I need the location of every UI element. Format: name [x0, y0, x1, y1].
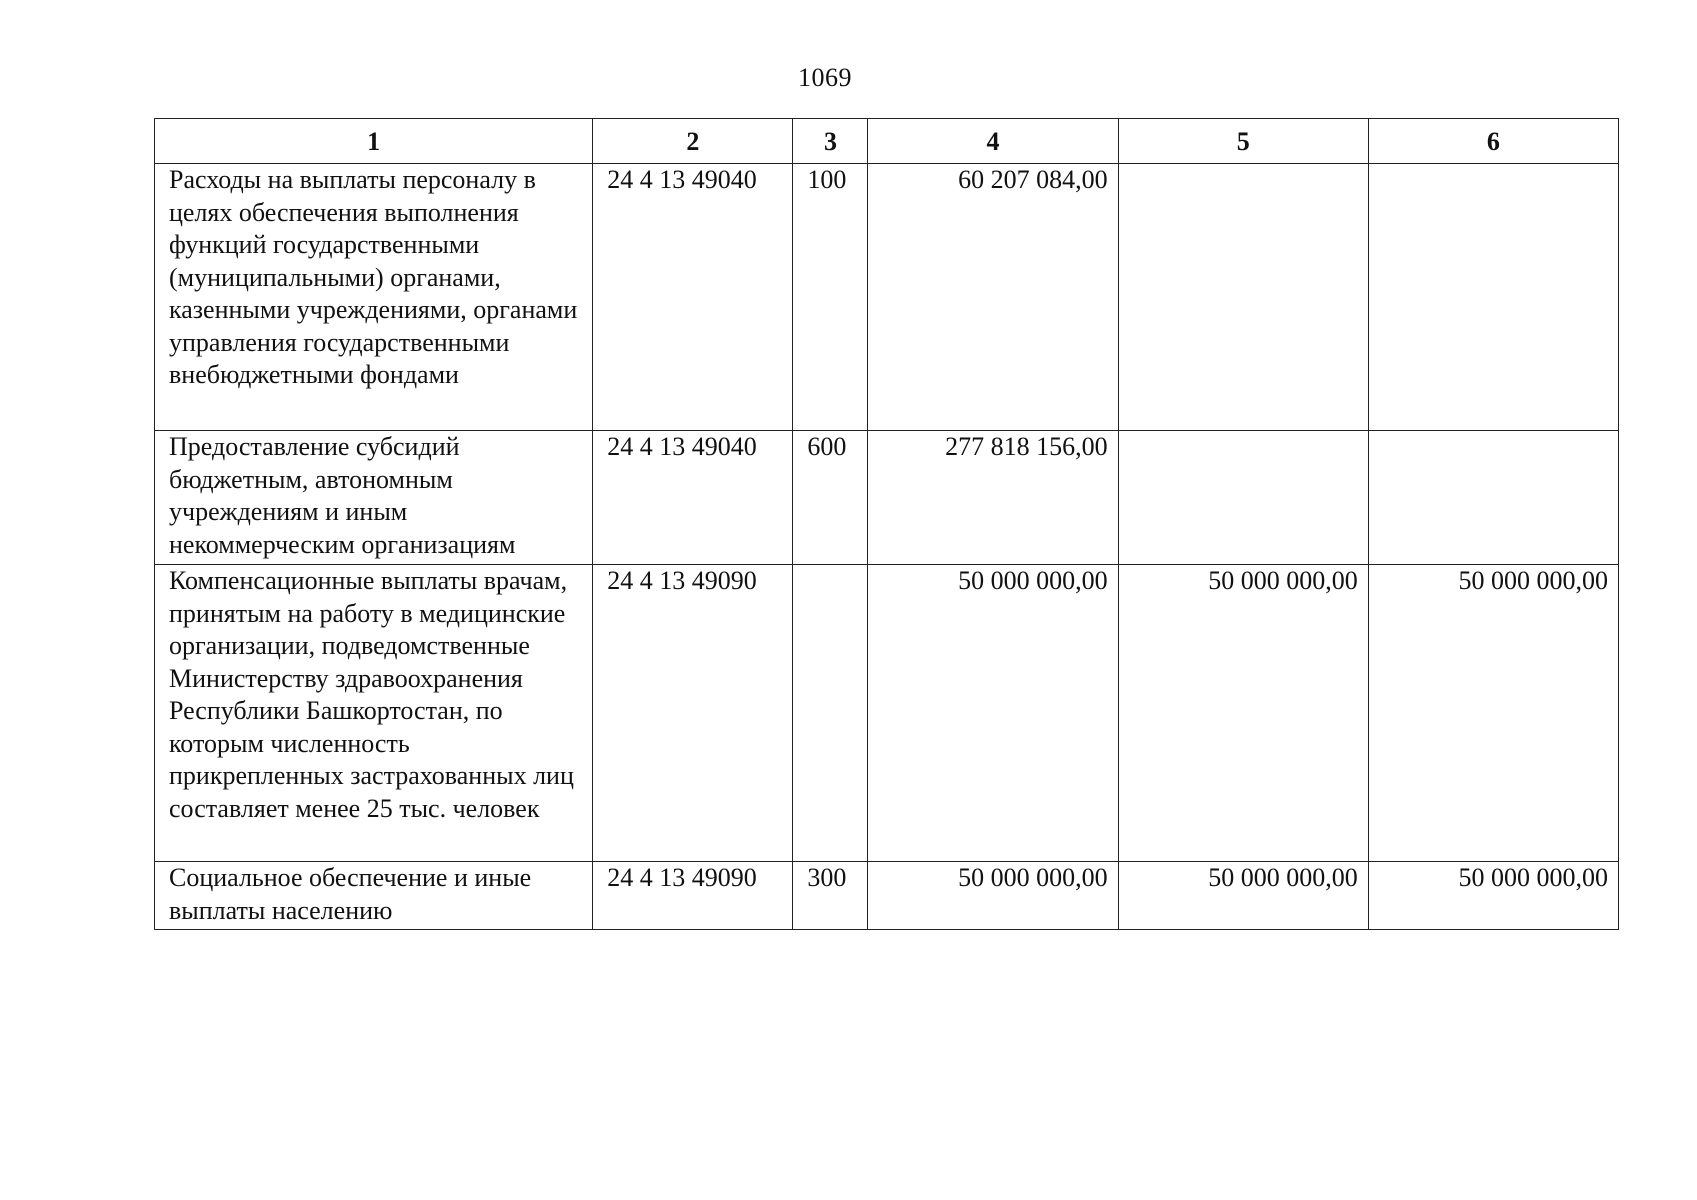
row-code: 24 4 13 49040 — [593, 164, 793, 431]
header-col-4: 4 — [868, 119, 1118, 164]
row-amount-col4: 50 000 000,00 — [868, 565, 1118, 862]
row-description: Социальное обеспечение и иные выплаты населению — [155, 862, 593, 930]
row-expense-type — [793, 565, 868, 862]
row-amount-col6 — [1368, 431, 1618, 565]
row-amount-col4: 277 818 156,00 — [868, 431, 1118, 565]
row-expense-type: 300 — [793, 862, 868, 930]
row-amount-col5: 50 000 000,00 — [1118, 565, 1368, 862]
row-amount-col4: 50 000 000,00 — [868, 862, 1118, 930]
row-expense-type: 600 — [793, 431, 868, 565]
row-amount-col4: 60 207 084,00 — [868, 164, 1118, 431]
row-description: Расходы на выплаты персоналу в целях обеспечения выполнения функций государственными (муниципальными) органами, казенными учреждениями, органами управления государственными внебюджетными фондами — [155, 164, 593, 431]
page-number — [0, 63, 1697, 93]
row-amount-col5 — [1118, 164, 1368, 431]
table-row — [155, 164, 1619, 431]
page-number-text: 1069 — [798, 63, 852, 92]
row-amount-col5: 50 000 000,00 — [1118, 862, 1368, 930]
row-description: Предоставление субсидий бюджетным, автономным учреждениям и иным некоммерческим организациям — [155, 431, 593, 565]
row-description: Компенсационные выплаты врачам, принятым на работу в медицинские организации, подведомственные Министерству здравоохранения Республики Башкортостан, по которым численность прикрепленных застрахованных лиц составляет менее 25 тыс. человек — [155, 565, 593, 862]
row-amount-col5 — [1118, 431, 1368, 565]
header-col-2: 2 — [593, 119, 793, 164]
header-col-6: 6 — [1368, 119, 1618, 164]
header-col-1: 1 — [155, 119, 593, 164]
row-amount-col6: 50 000 000,00 — [1368, 565, 1618, 862]
table-row — [155, 565, 1619, 862]
header-row — [155, 119, 1619, 164]
row-amount-col6: 50 000 000,00 — [1368, 862, 1618, 930]
row-code: 24 4 13 49040 — [593, 431, 793, 565]
row-amount-col6 — [1368, 164, 1618, 431]
budget-table — [154, 118, 1619, 930]
table-row — [155, 431, 1619, 565]
table-row — [155, 862, 1619, 930]
header-col-5: 5 — [1118, 119, 1368, 164]
row-code: 24 4 13 49090 — [593, 565, 793, 862]
row-code: 24 4 13 49090 — [593, 862, 793, 930]
row-expense-type: 100 — [793, 164, 868, 431]
header-col-3: 3 — [793, 119, 868, 164]
